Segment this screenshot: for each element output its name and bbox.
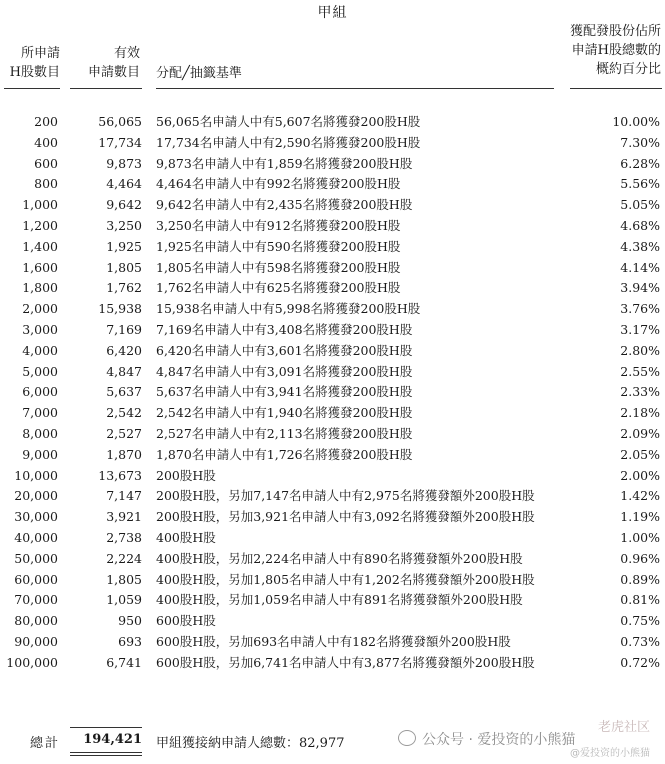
row-approx-percentage: 4.68% [620, 217, 660, 233]
total-double-rule-1 [70, 752, 142, 753]
row-valid-applications: 4,464 [106, 176, 142, 192]
row-valid-applications: 950 [118, 613, 142, 629]
row-applied-shares: 1,800 [22, 280, 58, 296]
table-row [0, 112, 665, 133]
table-row [0, 570, 665, 591]
row-allocation-basis: 600股H股 [156, 613, 216, 629]
row-applied-shares: 60,000 [14, 571, 58, 587]
row-applied-shares: 40,000 [14, 529, 58, 545]
row-allocation-basis: 4,464名申請人中有992名將獲發200股H股 [156, 176, 401, 192]
row-approx-percentage: 2.33% [620, 384, 660, 400]
table-row [0, 632, 665, 653]
table-row [0, 507, 665, 528]
header-divider-3 [156, 88, 554, 89]
header-divider-4 [570, 88, 662, 89]
row-applied-shares: 1,600 [22, 259, 58, 275]
watermark-community: 老虎社区 [598, 720, 651, 735]
table-row [0, 403, 665, 424]
row-valid-applications: 1,762 [106, 280, 142, 296]
row-approx-percentage: 0.75% [620, 613, 660, 629]
total-label: 總計 [29, 736, 60, 751]
row-allocation-basis: 2,542名申請人中有1,940名將獲發200股H股 [156, 405, 413, 421]
row-approx-percentage: 0.81% [620, 592, 660, 608]
row-allocation-basis: 5,637名申請人中有3,941名將獲發200股H股 [156, 384, 413, 400]
watermark-account-text: 公众号 · 爱投资的小熊猫 [422, 732, 576, 748]
row-approx-percentage: 1.19% [620, 509, 660, 525]
row-applied-shares: 800 [34, 176, 58, 192]
row-allocation-basis: 1,805名申請人中有598名將獲發200股H股 [156, 259, 401, 275]
allocation-table-body [0, 112, 665, 674]
header-applied-shares-line1: 所申請 [20, 46, 60, 61]
header-approx-percentage [511, 22, 661, 79]
row-allocation-basis: 400股H股，另加2,224名申請人中有890名將獲發額外200股H股 [156, 550, 523, 566]
table-row [0, 133, 665, 154]
row-allocation-basis: 4,847名申請人中有3,091名將獲發200股H股 [156, 363, 413, 379]
row-applied-shares: 100,000 [6, 654, 58, 670]
row-valid-applications: 7,169 [106, 321, 142, 337]
row-approx-percentage: 3.94% [620, 280, 660, 296]
row-allocation-basis: 17,734名申請人中有2,590名將獲發200股H股 [156, 134, 421, 150]
row-approx-percentage: 0.72% [620, 654, 660, 670]
row-applied-shares: 1,000 [22, 197, 58, 213]
row-approx-percentage: 10.00% [612, 114, 660, 129]
table-row [0, 216, 665, 237]
row-approx-percentage: 3.17% [620, 321, 660, 337]
row-allocation-basis: 400股H股，另加1,059名申請人中有891名將獲發額外200股H股 [156, 592, 523, 608]
row-approx-percentage: 2.09% [620, 425, 660, 441]
table-row [0, 611, 665, 632]
row-approx-percentage: 0.89% [620, 571, 660, 587]
row-valid-applications: 4,847 [106, 363, 142, 379]
table-row [0, 590, 665, 611]
row-applied-shares: 5,000 [22, 363, 58, 379]
row-allocation-basis: 9,873名申請人中有1,859名將獲發200股H股 [156, 155, 413, 171]
header-valid-applications [66, 44, 140, 82]
row-applied-shares: 10,000 [14, 467, 58, 483]
header-applied-shares-line2: H股數目 [9, 65, 60, 80]
row-approx-percentage: 0.96% [620, 550, 660, 566]
table-row [0, 299, 665, 320]
table-row [0, 195, 665, 216]
row-approx-percentage: 2.55% [620, 363, 660, 379]
row-approx-percentage: 2.00% [620, 467, 660, 483]
row-applied-shares: 600 [34, 155, 58, 171]
row-applied-shares: 50,000 [14, 550, 58, 566]
row-allocation-basis: 56,065名申請人中有5,607名將獲發200股H股 [156, 114, 421, 129]
row-applied-shares: 1,200 [22, 217, 58, 233]
total-value: 194,421 [83, 732, 142, 747]
table-row [0, 486, 665, 507]
row-allocation-basis: 2,527名申請人中有2,113名將獲發200股H股 [156, 425, 413, 441]
row-valid-applications: 15,938 [98, 301, 142, 317]
row-allocation-basis: 200股H股，另加3,921名申請人中有3,092名將獲發額外200股H股 [156, 509, 535, 525]
row-approx-percentage: 1.42% [620, 488, 660, 504]
table-row [0, 362, 665, 383]
row-valid-applications: 7,147 [106, 488, 142, 504]
row-applied-shares: 70,000 [14, 592, 58, 608]
row-valid-applications: 9,873 [106, 155, 142, 171]
row-approx-percentage: 2.80% [620, 342, 660, 358]
table-row [0, 320, 665, 341]
row-approx-percentage: 6.28% [620, 155, 660, 171]
header-approx-percentage-line2: 申請H股總數的 [571, 43, 661, 58]
row-approx-percentage: 2.18% [620, 405, 660, 421]
watermark-account [398, 729, 575, 749]
row-applied-shares: 7,000 [22, 405, 58, 421]
row-applied-shares: 1,400 [22, 238, 58, 254]
total-double-rule-2 [70, 755, 142, 756]
row-approx-percentage: 4.38% [620, 238, 660, 254]
row-valid-applications: 1,870 [106, 446, 142, 462]
row-applied-shares: 30,000 [14, 509, 58, 525]
table-row [0, 154, 665, 175]
row-valid-applications: 1,925 [106, 238, 142, 254]
row-approx-percentage: 7.30% [620, 134, 660, 150]
row-valid-applications: 3,921 [106, 509, 142, 525]
row-allocation-basis: 400股H股 [156, 529, 216, 545]
row-allocation-basis: 400股H股，另加1,805名申請人中有1,202名將獲發額外200股H股 [156, 571, 535, 587]
row-approx-percentage: 5.05% [620, 197, 660, 213]
row-applied-shares: 4,000 [22, 342, 58, 358]
row-applied-shares: 8,000 [22, 425, 58, 441]
row-valid-applications: 6,741 [106, 654, 142, 670]
header-divider-2 [70, 88, 142, 89]
table-row [0, 382, 665, 403]
row-valid-applications: 13,673 [98, 467, 142, 483]
row-allocation-basis: 9,642名申請人中有2,435名將獲發200股H股 [156, 197, 413, 213]
row-applied-shares: 80,000 [14, 613, 58, 629]
header-applied-shares [2, 44, 60, 82]
row-valid-applications: 17,734 [98, 134, 142, 150]
table-row [0, 341, 665, 362]
header-valid-applications-line1: 有效 [113, 46, 140, 61]
total-top-rule [70, 727, 142, 728]
header-approx-percentage-line3: 概約百分比 [595, 62, 661, 77]
row-allocation-basis: 6,420名申請人中有3,601名將獲發200股H股 [156, 342, 413, 358]
row-valid-applications: 2,738 [106, 529, 142, 545]
row-valid-applications: 1,805 [106, 259, 142, 275]
row-valid-applications: 2,224 [106, 550, 142, 566]
row-approx-percentage: 2.05% [620, 446, 660, 462]
table-row [0, 549, 665, 570]
table-row [0, 466, 665, 487]
header-divider-1 [4, 88, 60, 89]
row-valid-applications: 1,059 [106, 592, 142, 608]
row-applied-shares: 2,000 [22, 301, 58, 317]
table-group-title: 甲組 [317, 5, 348, 21]
row-applied-shares: 90,000 [14, 633, 58, 649]
row-approx-percentage: 4.14% [620, 259, 660, 275]
row-allocation-basis: 200股H股，另加7,147名申請人中有2,975名將獲發額外200股H股 [156, 488, 535, 504]
row-allocation-basis: 3,250名申請人中有912名將獲發200股H股 [156, 217, 401, 233]
row-valid-applications: 2,527 [106, 425, 142, 441]
table-row [0, 528, 665, 549]
watermark-handle: @爱投资的小熊猫 [570, 748, 650, 759]
row-allocation-basis: 1,925名申請人中有590名將獲發200股H股 [156, 238, 401, 254]
row-valid-applications: 5,637 [106, 384, 142, 400]
header-approx-percentage-line1: 獲配發股份佔所 [569, 24, 661, 39]
table-row [0, 653, 665, 674]
row-applied-shares: 400 [34, 134, 58, 150]
row-allocation-basis: 600股H股，另加6,741名申請人中有3,877名將獲發額外200股H股 [156, 654, 535, 670]
row-allocation-basis: 600股H股，另加693名申請人中有182名將獲發額外200股H股 [156, 633, 511, 649]
row-approx-percentage: 0.73% [620, 633, 660, 649]
row-applied-shares: 3,000 [22, 321, 58, 337]
header-allocation-basis: 分配╱抽籤基準 [156, 66, 242, 81]
table-row [0, 445, 665, 466]
table-row [0, 237, 665, 258]
row-applied-shares: 6,000 [22, 384, 58, 400]
row-applied-shares: 9,000 [22, 446, 58, 462]
row-allocation-basis: 1,762名申請人中有625名將獲發200股H股 [156, 280, 401, 296]
row-allocation-basis: 7,169名申請人中有3,408名將獲發200股H股 [156, 321, 413, 337]
row-valid-applications: 6,420 [106, 342, 142, 358]
row-approx-percentage: 1.00% [620, 529, 660, 545]
header-valid-applications-line2: 申請數目 [87, 65, 140, 80]
table-row [0, 278, 665, 299]
row-allocation-basis: 1,870名申請人中有1,726名將獲發200股H股 [156, 446, 413, 462]
row-allocation-basis: 200股H股 [156, 467, 216, 483]
row-applied-shares: 20,000 [14, 488, 58, 504]
row-valid-applications: 693 [118, 633, 142, 649]
row-valid-applications: 3,250 [106, 217, 142, 233]
row-applied-shares: 200 [34, 114, 58, 129]
table-row [0, 258, 665, 279]
row-valid-applications: 56,065 [98, 114, 142, 129]
table-row [0, 174, 665, 195]
row-valid-applications: 2,542 [106, 405, 142, 421]
row-approx-percentage: 3.76% [620, 301, 660, 317]
total-description: 甲組獲接納申請人總數：82,977 [156, 736, 345, 751]
row-valid-applications: 1,805 [106, 571, 142, 587]
row-valid-applications: 9,642 [106, 197, 142, 213]
wechat-icon [398, 730, 416, 746]
row-allocation-basis: 15,938名申請人中有5,998名將獲發200股H股 [156, 301, 421, 317]
table-row [0, 424, 665, 445]
row-approx-percentage: 5.56% [620, 176, 660, 192]
